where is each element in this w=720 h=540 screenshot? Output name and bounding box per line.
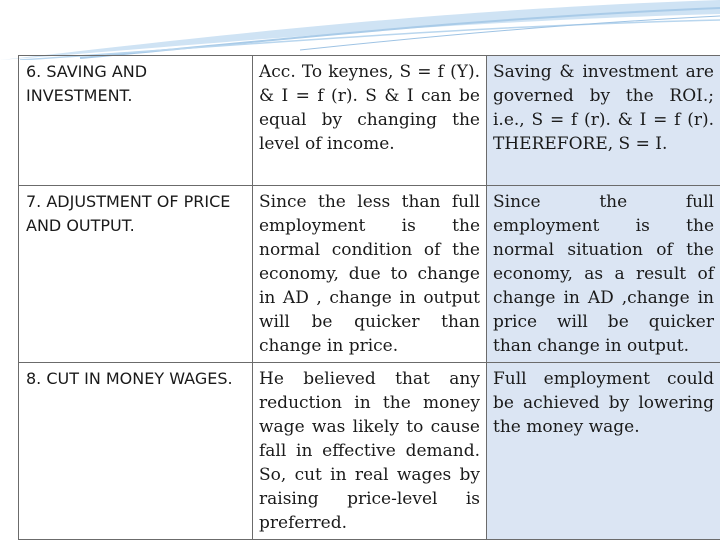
classical-cell: Since the less than full employment is the normal condition of the economy, due to change in AD , change in output will be quicker than change in price. xyxy=(253,186,487,363)
decorative-swoosh xyxy=(0,0,720,60)
classical-cell: He believed that any reduction in the money wage was likely to cause fall in effective demand. So, cut in real wages by raising price-level is preferred. xyxy=(253,363,487,540)
topic-cell: 7. ADJUSTMENT OF PRICE AND OUTPUT. xyxy=(19,186,253,363)
keynesian-cell: Full employment could be achieved by lowering the money wage. xyxy=(487,363,720,540)
comparison-table xyxy=(18,55,720,540)
table-row xyxy=(19,186,720,363)
keynesian-cell: Since the full employment is the normal situation of the economy, as a result of change in AD ,change in price will be quicker than change in output. xyxy=(487,186,720,363)
table-row xyxy=(19,363,720,540)
table-row xyxy=(19,56,720,186)
topic-cell: 8. CUT IN MONEY WAGES. xyxy=(19,363,253,540)
topic-cell: 6. SAVING AND INVESTMENT. xyxy=(19,56,253,186)
classical-cell: Acc. To keynes, S = f (Y). & I = f (r). S & I can be equal by changing the level of income. xyxy=(253,56,487,186)
keynesian-cell: Saving & investment are governed by the ROI.; i.e., S = f (r). & I = f (r). THEREFORE, S = I. xyxy=(487,56,720,186)
